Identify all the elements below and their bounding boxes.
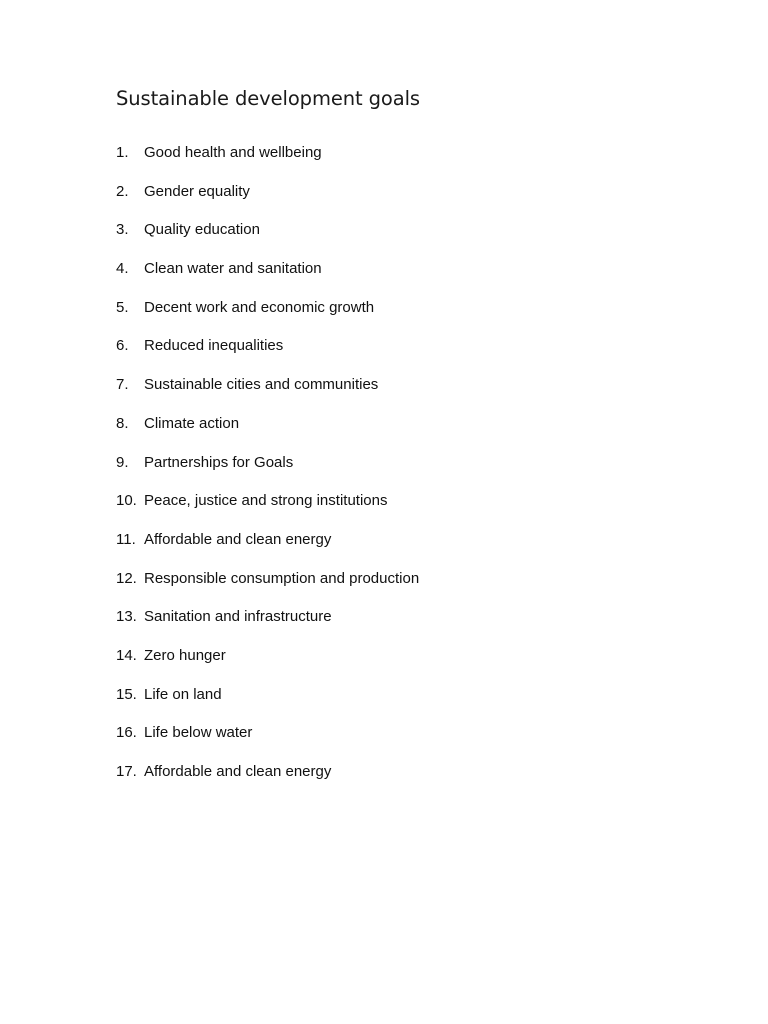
goal-item-7	[116, 374, 419, 413]
goal-text: Life below water	[144, 724, 253, 742]
goal-text: Good health and wellbeing	[144, 144, 322, 161]
goal-number: 9.	[116, 453, 129, 471]
goal-number: 8.	[116, 414, 129, 432]
goal-item-2	[116, 181, 419, 220]
goal-number: 6.	[116, 337, 129, 355]
goal-item-4	[116, 258, 419, 297]
goal-number: 14.	[116, 646, 137, 664]
goal-text: Sanitation and infrastructure	[144, 608, 332, 626]
goal-item-6	[116, 335, 419, 374]
goal-text: Affordable and clean energy	[144, 763, 332, 780]
goal-text: Peace, justice and strong institutions	[144, 492, 388, 510]
goal-item-3	[116, 219, 419, 258]
goal-text: Decent work and economic growth	[144, 298, 375, 316]
goal-item-17	[116, 761, 419, 800]
goal-number: 4.	[116, 260, 129, 278]
goal-number: 1.	[116, 144, 129, 161]
goal-text: Affordable and clean energy	[144, 530, 332, 548]
goal-item-12	[116, 568, 419, 607]
goal-item-13	[116, 606, 419, 645]
goal-item-15	[116, 684, 419, 723]
goal-text: Zero hunger	[144, 646, 226, 664]
goal-text: Partnerships for Goals	[144, 453, 294, 471]
goal-number: 12.	[116, 569, 137, 587]
goal-item-1	[116, 142, 419, 181]
goal-number: 3.	[116, 221, 129, 239]
goal-text: Life on land	[144, 685, 222, 703]
goal-item-5	[116, 297, 419, 336]
goal-text: Quality education	[144, 221, 260, 239]
goal-text: Climate action	[144, 414, 240, 432]
goal-text: Gender equality	[144, 182, 250, 200]
goal-list	[116, 142, 419, 800]
goal-item-14	[116, 645, 419, 684]
goal-item-9	[116, 452, 419, 491]
goal-item-8	[116, 413, 419, 452]
goal-text: Responsible consumption and production	[144, 569, 420, 587]
goal-item-11	[116, 529, 419, 568]
goal-number: 5.	[116, 298, 129, 316]
goal-number: 13.	[116, 608, 137, 626]
goal-text: Clean water and sanitation	[144, 260, 322, 278]
goal-text: Reduced inequalities	[144, 337, 284, 355]
goal-text: Sustainable cities and communities	[144, 376, 379, 394]
goal-number: 15.	[116, 685, 137, 703]
goal-number: 16.	[116, 724, 137, 742]
goal-number: 17.	[116, 763, 137, 780]
goal-number: 10.	[116, 492, 137, 510]
document-title: Sustainable development goals	[116, 87, 420, 110]
goal-number: 11.	[116, 530, 136, 548]
goal-number: 2.	[116, 182, 129, 200]
goal-item-10	[116, 490, 419, 529]
goal-number: 7.	[116, 376, 129, 394]
goal-item-16	[116, 722, 419, 761]
